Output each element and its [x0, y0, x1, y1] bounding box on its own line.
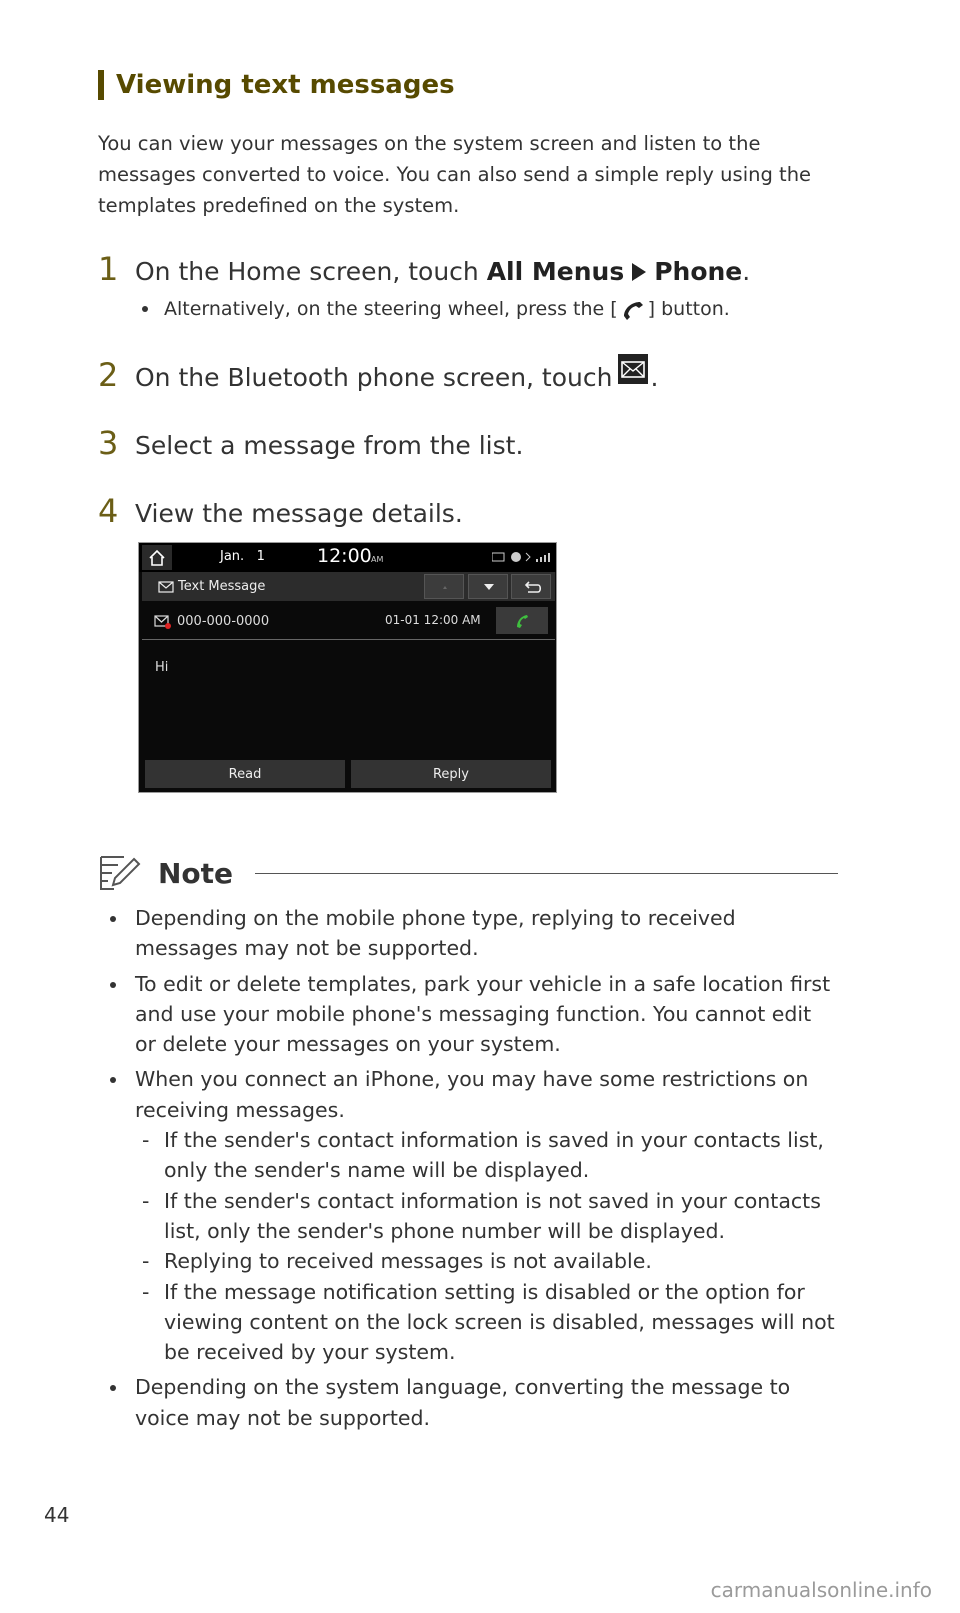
read-button[interactable] [145, 760, 345, 788]
title-bar [142, 572, 555, 601]
note-icon [98, 853, 142, 893]
status-date: Jan. 1 [220, 549, 265, 564]
note-item: Depending on the system language, converting the message to voice may not be supported. [98, 1372, 838, 1433]
note-subitem: - If the sender's contact information is not saved in your contacts list, only the sender's phone number will be displayed. [98, 1186, 838, 1247]
message-icon [618, 354, 648, 384]
reply-button[interactable] [351, 760, 551, 788]
back-button[interactable] [511, 574, 551, 599]
note-list [98, 903, 838, 1438]
step-number: 2 [98, 356, 119, 394]
step-number: 3 [98, 424, 119, 462]
note-subitem: - If the sender's contact information is saved in your contacts list, only the sender's name will be displayed. [98, 1125, 838, 1186]
step-2 [98, 356, 658, 394]
sender-number: 000-000-0000 [177, 614, 270, 629]
step-4 [98, 492, 463, 530]
scroll-down-button[interactable] [468, 574, 508, 599]
step-suffix: . [650, 363, 659, 392]
status-bar [139, 543, 556, 572]
home-button[interactable] [142, 545, 172, 570]
read-button-label: Read [228, 766, 262, 782]
page-number: 44 [44, 1503, 70, 1527]
note-label: Note [158, 856, 234, 890]
section-marker [98, 70, 104, 100]
phone-icon [496, 607, 548, 634]
alt-text-post: ] button. [647, 298, 730, 320]
menu-phone: Phone [654, 257, 743, 286]
step-number: 1 [98, 250, 119, 288]
reply-button-label: Reply [432, 766, 469, 782]
step-1-alternative [142, 297, 730, 321]
bullet-dot [142, 306, 148, 312]
scroll-up-button[interactable] [424, 574, 464, 599]
step-1 [98, 250, 750, 288]
back-icon [512, 575, 552, 600]
chevron-down-icon [469, 575, 509, 600]
status-ampm: AM [371, 555, 384, 564]
step-text: On the Bluetooth phone screen, touch [135, 363, 613, 392]
step-number: 4 [98, 492, 119, 530]
phone-icon [618, 297, 648, 321]
note-item: Depending on the mobile phone type, replying to received messages may not be supported. [98, 903, 838, 964]
step-text: Select a message from the list. [135, 431, 524, 460]
message-icon [158, 580, 174, 594]
note-item: When you connect an iPhone, you may have some restrictions on receiving messages. [98, 1064, 838, 1125]
step-suffix: . [742, 257, 751, 286]
message-header-row [142, 603, 555, 640]
status-time: 12:00 [317, 545, 372, 567]
step-text: On the Home screen, touch [135, 257, 487, 286]
menu-all-menus: All Menus [486, 257, 625, 286]
alt-text-pre: Alternatively, on the steering wheel, press the [ [164, 298, 618, 320]
note-subitem: - If the message notification setting is disabled or the option for viewing content on the lock screen is disabled, messages will not be received by your system. [98, 1277, 838, 1368]
note-item: To edit or delete templates, park your vehicle in a safe location first and use your mobile phone's messaging function. You cannot edit or delete your messages on your system. [98, 969, 838, 1060]
home-icon [142, 545, 172, 570]
watermark: carmanualsonline.info [710, 1578, 932, 1602]
note-divider [255, 873, 838, 874]
unread-message-icon [154, 614, 172, 630]
section-title-text: Viewing text messages [116, 70, 455, 100]
step-3 [98, 424, 523, 462]
message-body: Hi [155, 660, 169, 675]
section-title [98, 70, 455, 100]
note-header [98, 850, 838, 896]
step-text: View the message details. [135, 499, 463, 528]
call-button[interactable] [496, 607, 548, 634]
screen-title [158, 579, 265, 594]
message-datetime: 01-01 12:00 AM [385, 613, 481, 627]
system-screenshot [138, 542, 557, 793]
intro-paragraph: You can view your messages on the system screen and listen to the messages converted to voice. You can also send a simple reply using the templates predefined on the system. [98, 132, 812, 217]
screen-title-text: Text Message [178, 579, 266, 594]
status-icons [492, 551, 552, 563]
arrow-right-icon [632, 263, 646, 281]
note-subitem: - Replying to received messages is not available. [98, 1246, 838, 1276]
chevron-up-icon [425, 575, 465, 600]
